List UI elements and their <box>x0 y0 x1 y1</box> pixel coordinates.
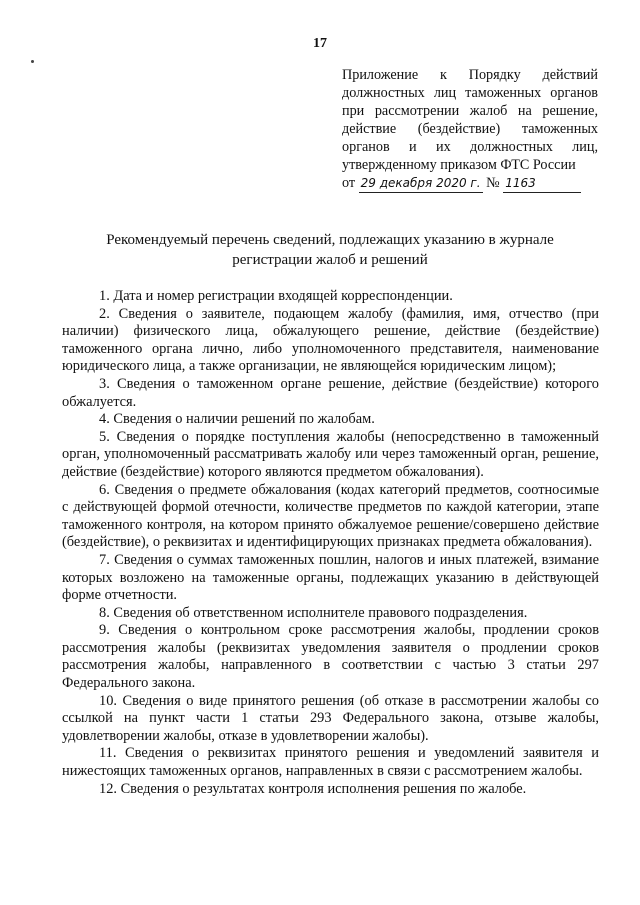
order-number-value: 1163 <box>505 176 536 190</box>
title-line-1: Рекомендуемый перечень сведений, подлежащих указанию в журнале <box>106 232 554 248</box>
list-item: 8. Сведения об ответственном исполнителе правового подразделения. <box>99 604 528 621</box>
order-date <box>359 174 483 193</box>
list-item: 12. Сведения о результатах контроля исполнения решения по жалобе. <box>99 780 527 797</box>
appendix-line: утвержденному приказом ФТС России <box>342 157 576 173</box>
appendix-line: должностных лиц таможенных органов <box>342 85 598 101</box>
date-prefix: от <box>342 175 356 191</box>
number-prefix: № <box>486 175 500 191</box>
list-item: 1. Дата и номер регистрации входящей корреспонденции. <box>99 288 453 304</box>
list-item: 11. Сведения о реквизитах принятого решения и уведомлений заявителя и нижестоящих таможенных органов, направленных в связи с рассмотрением жалобы. <box>62 745 599 780</box>
list-item: 2. Сведения о заявителе, подающем жалобу (фамилия, имя, отчество (при наличии) физического лица, обжалующего решение, действие (бездействие) таможенного органа лично, либо уполномоченного представителя, наименование юридического лица, а также организации, не являющейся юридическим лицом); <box>62 305 599 375</box>
list-item: 4. Сведения о наличии решений по жалобам. <box>99 411 375 428</box>
list-item: 7. Сведения о суммах таможенных пошлин, налогов и иных платежей, взимание которых возложено на таможенные органы, подлежащих указанию в действующей форме отчетности. <box>62 551 599 604</box>
appendix-line: действие (бездействие) таможенных <box>342 121 598 137</box>
order-number <box>503 174 581 193</box>
list-item: 3. Сведения о таможенном органе решение, действие (бездействие) которого обжалуется. <box>62 375 599 410</box>
order-date-value: 29 декабря 2020 г. <box>360 176 481 190</box>
appendix-line: при рассмотрении жалоб на решение, <box>342 103 598 119</box>
title-line-2: регистрации жалоб и решений <box>232 252 428 268</box>
appendix-date-line <box>342 174 598 193</box>
appendix-line: органов и их должностных лиц, <box>342 139 598 155</box>
page-number: 17 <box>313 36 327 51</box>
appendix-header <box>342 66 598 193</box>
list-item: 6. Сведения о предмете обжалования (кодах категорий предметов, соотносимые с действующей формой отечности, количестве предметов по каждой категории, этапе таможенного контроля, на котором принято обжалуемое решение/совершено действие (бездействие), о реквизитах и идентифицирующих признаках предмета обжалования). <box>62 481 599 551</box>
list-item: 9. Сведения о контрольном сроке рассмотрения жалобы, продлении сроков рассмотрения жалобы (реквизитах уведомления заявителя о продлении сроков рассмотрения жалобы, направленного в соответствии с частью 3 статьи 297 Федерального закона. <box>62 622 599 692</box>
items-list <box>62 288 599 798</box>
appendix-line: Приложение к Порядку действий <box>342 67 598 83</box>
list-item: 5. Сведения о порядке поступления жалобы (непосредственно в таможенный орган, уполномоченный рассматривать жалобу или через таможенный орган, решение, действие (бездействие) которого являются предметом обжалования). <box>62 428 599 480</box>
list-item: 10. Сведения о виде принятого решения (об отказе в рассмотрении жалобы со ссылкой на пункт части 1 статьи 293 Федерального закона, отзыве жалобы, удовлетворении жалобы, отказе в удовлетворении жалобы). <box>62 692 599 744</box>
scan-speck <box>31 60 34 63</box>
document-title <box>60 230 600 270</box>
